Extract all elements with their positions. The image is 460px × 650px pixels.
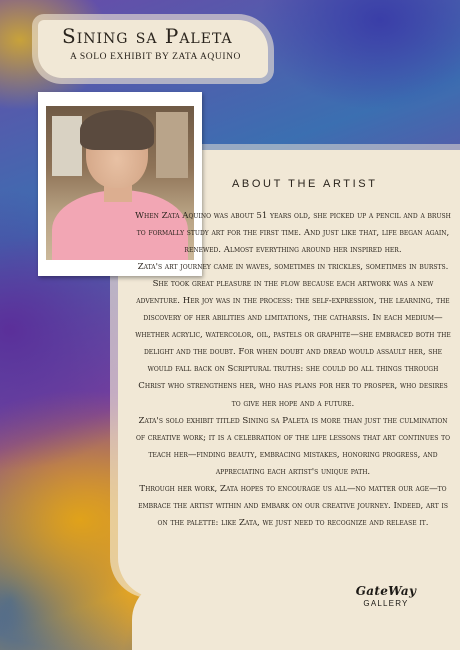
logo-wordmark: GateWay [355,584,417,598]
bio-paragraph: When Zata Aquino was about 51 years old, she picked up a pencil and a brush to formally study art for the first time. And just like that, life began again, renewed. Almost everything around her inspired her. [135,211,451,256]
bio-paragraph: Zata's art journey came in waves, sometimes in trickles, sometimes in bursts. She took great pleasure in the flow because each artwork was a new adventure. Her joy was in the process: the self-expression, the learning, the discovery of her abilities and limitations, the catharsis. In each medium—whether acrylic, watercolor, oil, pastels or graphite—she embraced both the delight and the doubt. For when doubt and dread would assault her, she would fall back on Scriptural truths: she could do all things through Christ who strengthens her, who has plans for her to prosper, who desires to give her hope and a future. [135,262,451,409]
logo-subtext: GALLERY [363,599,409,608]
about-heading: ABOUT THE ARTIST [232,178,378,190]
bio-paragraph: Zata's solo exhibit titled Sining sa Paleta is more than just the culmination of creative work; it is a celebration of the life lessons that art continues to teach her—finding beauty, embracing mistakes, honoring progress, and appreciating each artist's unique path. [135,415,451,477]
photo-background-shelf [156,112,188,178]
photo-background-window [52,116,82,176]
photo-hair [80,110,154,150]
bio-paragraph: Through her work, Zata hopes to encourage us all—no matter our age—to embrace the artist within and embark on our creative journey. Indeed, art is on the palette: like Zata, we just need to recognize and release it. [138,483,448,528]
gateway-gallery-logo [354,584,418,608]
artist-bio [134,208,452,532]
exhibit-subtitle: A SOLO EXHIBIT BY ZATA AQUINO [70,52,242,62]
exhibit-title: Sining sa Paleta [62,24,233,48]
